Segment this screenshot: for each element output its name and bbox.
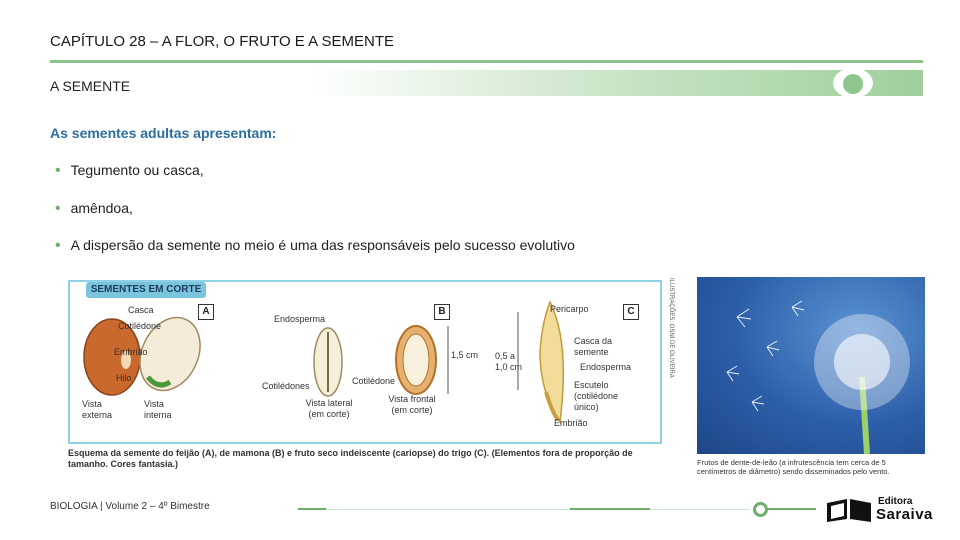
dandelion-photo	[697, 277, 925, 454]
footer-line-thin	[326, 509, 750, 510]
photo-caption: Frutos de dente-de-leão (a infrutescência tem cerca de 5 centímetros de diâmetro) sendo disseminados pelo vento.	[697, 458, 890, 476]
label-cotiledones: Cotilédones	[262, 381, 310, 391]
footer-text: BIOLOGIA | Volume 2 – 4º Bimestre	[50, 501, 210, 512]
footer-circle-icon	[753, 502, 768, 517]
label-vista-interna: Vista interna	[144, 399, 172, 420]
label-size-b: 1,5 cm	[451, 350, 479, 360]
label-embriao-c: Embrião	[554, 418, 588, 428]
label-vista-frontal: Vista frontal (em corte)	[388, 394, 436, 415]
footer-line-segment	[570, 508, 650, 510]
figure-header: SEMENTES EM CORTE	[86, 282, 206, 298]
label-embriao-a: Embrião	[114, 347, 148, 357]
footer-line-segment	[298, 508, 326, 510]
label-vista-externa: Vista externa	[82, 399, 113, 420]
content-subtitle: As sementes adultas apresentam:	[50, 125, 277, 141]
section-circle-icon	[833, 68, 873, 98]
bullet-item	[55, 200, 133, 218]
figure-tag-b: B	[434, 304, 450, 320]
bullet-text: amêndoa,	[70, 200, 133, 216]
section-bar	[50, 70, 923, 96]
dandelion-illustration	[697, 277, 925, 454]
label-cotiledone-b: Cotilédone	[352, 376, 396, 386]
book-logo-icon	[825, 497, 875, 523]
chapter-title: CAPÍTULO 28 – A FLOR, O FRUTO E A SEMENTE	[50, 33, 394, 50]
bullet-icon: •	[55, 162, 61, 179]
bullet-text: Tegumento ou casca,	[70, 162, 204, 178]
bullet-item	[55, 237, 575, 255]
mamona-frontal-inner	[403, 334, 429, 386]
label-endosperma-c: Endosperma	[580, 362, 632, 372]
bullet-icon: •	[55, 200, 61, 217]
label-casca-semente: Casca da semente	[574, 336, 613, 357]
bullet-item	[55, 162, 204, 180]
label-escutelo: Escutelo (cotilédone único)	[574, 380, 619, 412]
top-rule	[50, 60, 923, 63]
figure-tag-c: C	[623, 304, 639, 320]
bullet-icon: •	[55, 237, 61, 254]
illustration-credit: ILUSTRAÇÕES: OSNI DE OLIVEIRA	[668, 278, 674, 378]
footer-line-segment	[768, 508, 816, 510]
label-vista-lateral: Vista lateral (em corte)	[305, 398, 353, 419]
label-hilo: Hilo	[116, 373, 132, 383]
label-cotiledone-a: Cotilédone	[118, 321, 162, 331]
dandelion-core	[834, 334, 890, 390]
figure-caption: Esquema da semente do feijão (A), de mamona (B) e fruto seco indeiscente (cariopse) do trigo (C). (Elementos fora de proporção de tamanho. Cores fantasia.)	[68, 448, 633, 469]
seed-tufts	[727, 301, 804, 411]
label-size-c: 0,5 a 1,0 cm	[495, 351, 523, 372]
label-pericarpo: Pericarpo	[550, 304, 589, 314]
bullet-text: A dispersão da semente no meio é uma das responsáveis pelo sucesso evolutivo	[70, 237, 575, 253]
logo-saraiva: Saraiva	[876, 506, 933, 523]
label-endosperma-b: Endosperma	[274, 314, 326, 324]
logo-editora: Editora	[878, 496, 913, 507]
figure-tag-a: A	[198, 304, 214, 320]
label-casca: Casca	[128, 305, 154, 315]
section-title: A SEMENTE	[50, 78, 131, 94]
